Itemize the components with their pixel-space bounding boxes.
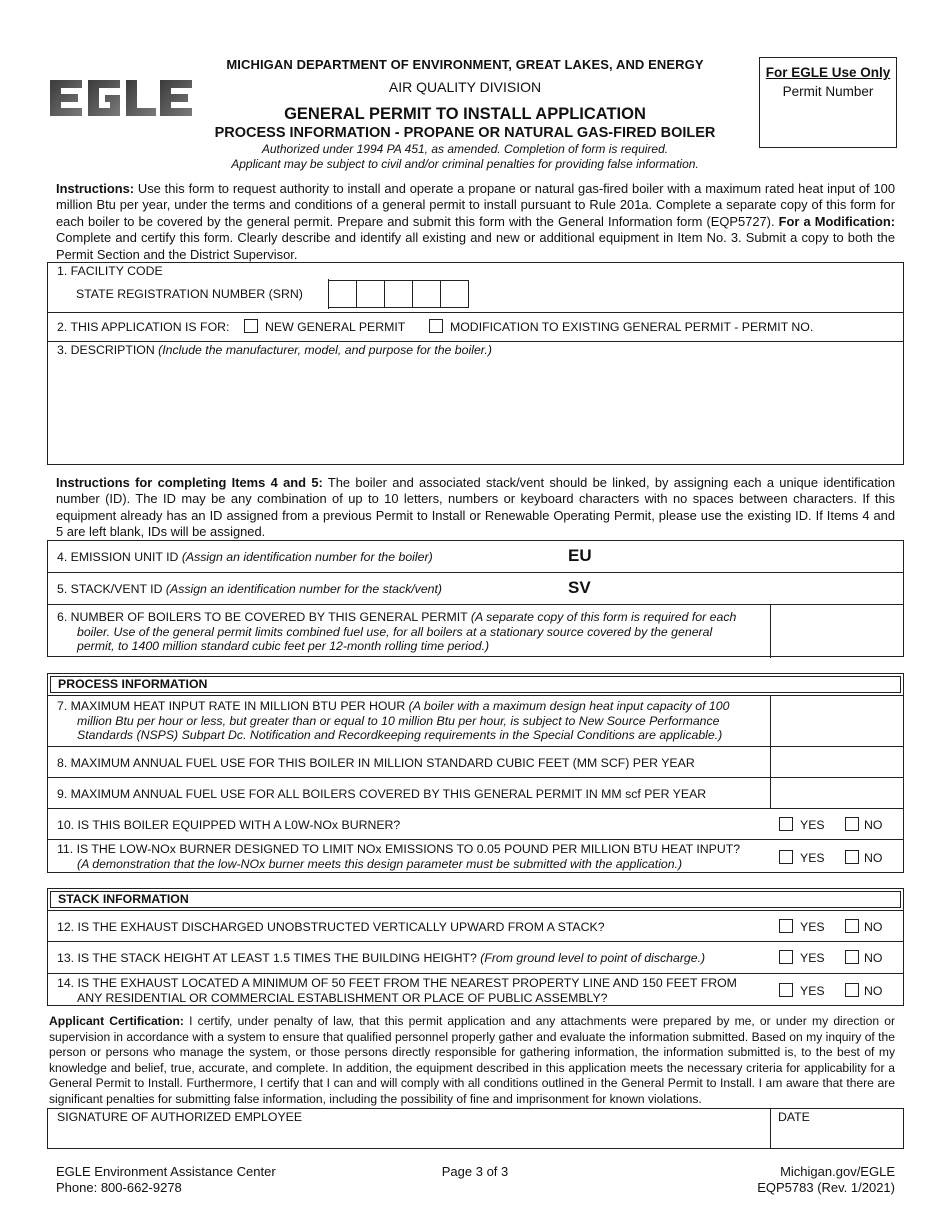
instructions-4-5-label: Instructions for completing Items 4 and 5: bbox=[56, 475, 323, 490]
stack-height-row bbox=[48, 942, 903, 974]
fuel-use-boiler-label: 8. MAXIMUM ANNUAL FUEL USE FOR THIS BOILER IN MILLION STANDARD CUBIC FEET (MM SCF) PER YEAR bbox=[57, 756, 695, 770]
low-nox-yes[interactable]: YES bbox=[779, 817, 825, 832]
heat-input-row bbox=[48, 695, 903, 747]
exhaust-distance-label: 14. IS THE EXHAUST LOCATED A MINIMUM OF 50 FEET FROM THE NEAREST PROPERTY LINE AND 150 FEET FROM ANY RESIDENTIAL OR COMMERCIAL ESTABLISHMENT OR PLACE OF PUBLIC ASSEMBLY? bbox=[57, 976, 737, 1005]
srn-char-box[interactable] bbox=[357, 280, 385, 308]
instructions-label: Instructions: bbox=[56, 181, 135, 196]
date-label: DATE bbox=[778, 1110, 810, 1124]
low-nox-row bbox=[48, 809, 903, 840]
facility-code-row bbox=[48, 263, 903, 313]
page-number: Page 3 of 3 bbox=[441, 1164, 509, 1179]
srn-char-box[interactable] bbox=[329, 280, 357, 308]
exhaust-distance-yes[interactable]: YES bbox=[779, 983, 825, 998]
signature-label: SIGNATURE OF AUTHORIZED EMPLOYEE bbox=[57, 1110, 303, 1124]
emission-unit-row[interactable] bbox=[48, 541, 903, 573]
number-of-boilers-row bbox=[48, 605, 903, 658]
division-name: AIR QUALITY DIVISION bbox=[388, 79, 542, 95]
date-field[interactable] bbox=[771, 1109, 903, 1148]
exhaust-distance-row bbox=[48, 974, 903, 1007]
nox-limit-label: 11. IS THE LOW-NOx BURNER DESIGNED TO LIMIT NOx EMISSIONS TO 0.05 POUND PER MILLION BTU HEAT INPUT? (A demonstration that the low-NOx burner meets this design parameter must be submitted with the application.) bbox=[57, 842, 741, 871]
applicant-certification bbox=[49, 1014, 895, 1107]
stack-height-no-checkbox[interactable] bbox=[845, 950, 859, 964]
egle-use-only-title: For EGLE Use Only bbox=[765, 65, 891, 80]
srn-char-box[interactable] bbox=[413, 280, 441, 308]
number-of-boilers-label: 6. NUMBER OF BOILERS TO BE COVERED BY THIS GENERAL PERMIT (A separate copy of this form is required for each boiler. Use of the general permit limits combined fuel use, for all boilers at a stationary source covered by the general permit, to 1400 million standard cubic feet per 12-month rolling time period.) bbox=[57, 610, 737, 653]
heat-input-label: 7. MAXIMUM HEAT INPUT RATE IN MILLION BTU PER HOUR (A boiler with a maximum design heat input capacity of 100 million Btu per hour or less, but greater than or equal to 10 million Btu per hour, is subject to New Source Performance Standards (NSPS) Subpart Dc. Notification and Recordkeeping requirements in the Special Conditions are applicable.) bbox=[57, 699, 730, 742]
low-nox-no-checkbox[interactable] bbox=[845, 817, 859, 831]
assistance-phone: Phone: 800-662-9278 bbox=[56, 1180, 182, 1195]
exhaust-upward-yes[interactable]: YES bbox=[779, 919, 825, 934]
nox-limit-row bbox=[48, 840, 903, 874]
penalty-note: Applicant may be subject to civil and/or criminal penalties for providing false information. bbox=[231, 157, 699, 171]
fuel-use-all-label: 9. MAXIMUM ANNUAL FUEL USE FOR ALL BOILERS COVERED BY THIS GENERAL PERMIT IN MM scf PER YEAR bbox=[57, 787, 707, 801]
modification-option[interactable] bbox=[429, 319, 813, 334]
nox-limit-no-checkbox[interactable] bbox=[845, 850, 859, 864]
exhaust-distance-no-checkbox[interactable] bbox=[845, 983, 859, 997]
process-info-box bbox=[47, 673, 904, 873]
signature-box bbox=[47, 1108, 904, 1149]
facility-code-label: 1. FACILITY CODE bbox=[57, 264, 163, 278]
stack-height-yes[interactable]: YES bbox=[779, 950, 825, 965]
number-of-boilers-input[interactable] bbox=[771, 605, 903, 658]
website: Michigan.gov/EGLE bbox=[780, 1164, 895, 1179]
new-permit-option[interactable] bbox=[244, 319, 405, 334]
stack-vent-label: 5. STACK/VENT ID (Assign an identification number for the stack/vent) bbox=[57, 582, 443, 596]
srn-input[interactable] bbox=[328, 279, 469, 309]
instructions-paragraph bbox=[56, 181, 895, 263]
fuel-use-all-row bbox=[48, 778, 903, 809]
fuel-use-all-input[interactable] bbox=[771, 778, 903, 808]
process-info-heading: PROCESS INFORMATION bbox=[50, 676, 901, 693]
emission-unit-label: 4. EMISSION UNIT ID (Assign an identification number for the boiler) bbox=[57, 550, 433, 564]
egle-logo bbox=[48, 76, 194, 120]
description-label: 3. DESCRIPTION (Include the manufacturer, model, and purpose for the boiler.) bbox=[57, 343, 492, 357]
agency-name: MICHIGAN DEPARTMENT OF ENVIRONMENT, GREAT LAKES, AND ENERGY bbox=[226, 57, 704, 72]
items-4-6-box bbox=[47, 540, 904, 657]
stack-vent-prefix: SV bbox=[568, 578, 591, 597]
certification-text: I certify, under penalty of law, that this permit application and any attachments were prepared by me, or under my direction or supervision in accordance with a system to ensure that qualified personnel properly gather and evaluate the information submitted. Based on my inquiry of the person or persons who manage the system, or those persons directly responsible for gathering information, the information submitted is, to the best of my knowledge and belief, true, accurate, and complete. In addition, the equipment described in this application meets the necessary criteria for applicability for a General Permit to Install. Furthermore, I certify that I can and will comply with all conditions outlined in the General Permit to Install. I am aware that there are significant penalties for submitting false information, including the possibility of fine and imprisonment for known violations. bbox=[49, 1014, 895, 1106]
stack-vent-row[interactable] bbox=[48, 573, 903, 605]
low-nox-label: 10. IS THIS BOILER EQUIPPED WITH A L0W-NOx BURNER? bbox=[57, 818, 401, 832]
fuel-use-boiler-row bbox=[48, 747, 903, 778]
instructions-text-2: Complete and certify this form. Clearly describe and identify all existing and new or additional equipment in Item No. 3. Submit a copy to both the Permit Section and the District Supervisor. bbox=[56, 230, 895, 262]
stack-height-yes-checkbox[interactable] bbox=[779, 950, 793, 964]
stack-info-box bbox=[47, 888, 904, 1006]
new-permit-label: NEW GENERAL PERMIT bbox=[265, 320, 406, 334]
nox-limit-no[interactable]: NO bbox=[845, 850, 882, 865]
new-permit-checkbox[interactable] bbox=[244, 319, 258, 333]
modification-label-text: MODIFICATION TO EXISTING GENERAL PERMIT - PERMIT NO. bbox=[450, 320, 814, 334]
heat-input-input[interactable] bbox=[771, 696, 903, 746]
modification-label: For a Modification: bbox=[778, 213, 895, 229]
srn-char-box[interactable] bbox=[441, 280, 469, 308]
egle-use-only-box bbox=[759, 57, 897, 148]
form-subtitle: PROCESS INFORMATION - PROPANE OR NATURAL GAS-FIRED BOILER bbox=[214, 125, 716, 141]
exhaust-distance-yes-checkbox[interactable] bbox=[779, 983, 793, 997]
instructions-text-1: Use this form to request authority to install and operate a propane or natural gas-fired boiler with a maximum rated heat input of 100 million Btu per year, under the terms and conditions of a general permit to install pursuant to Rule 201a. Complete a separate copy of this form for each boiler to be covered by the general permit. Prepare and submit this form with the General Information form (EQP5727). bbox=[56, 181, 895, 229]
low-nox-no[interactable]: NO bbox=[845, 817, 882, 832]
emission-unit-prefix: EU bbox=[568, 546, 592, 565]
authorization-note: Authorized under 1994 PA 451, as amended. Completion of form is required. bbox=[261, 142, 669, 156]
exhaust-upward-row bbox=[48, 910, 903, 942]
exhaust-upward-no-checkbox[interactable] bbox=[845, 919, 859, 933]
exhaust-distance-no[interactable]: NO bbox=[845, 983, 882, 998]
form-title: GENERAL PERMIT TO INSTALL APPLICATION bbox=[284, 105, 646, 123]
exhaust-upward-no[interactable]: NO bbox=[845, 919, 882, 934]
instructions-4-5-paragraph bbox=[56, 475, 895, 541]
items-1-3-box bbox=[47, 262, 904, 465]
low-nox-yes-checkbox[interactable] bbox=[779, 817, 793, 831]
stack-height-no[interactable]: NO bbox=[845, 950, 882, 965]
permit-number-label: Permit Number bbox=[782, 84, 874, 99]
footer-left bbox=[56, 1164, 276, 1196]
srn-char-box[interactable] bbox=[385, 280, 413, 308]
srn-label: STATE REGISTRATION NUMBER (SRN) bbox=[76, 287, 303, 301]
stack-height-label: 13. IS THE STACK HEIGHT AT LEAST 1.5 TIMES THE BUILDING HEIGHT? (From ground level to point of discharge.) bbox=[57, 951, 706, 965]
signature-field[interactable] bbox=[48, 1109, 770, 1148]
application-type-row bbox=[48, 313, 903, 342]
exhaust-upward-label: 12. IS THE EXHAUST DISCHARGED UNOBSTRUCTED VERTICALLY UPWARD FROM A STACK? bbox=[57, 920, 605, 934]
exhaust-upward-yes-checkbox[interactable] bbox=[779, 919, 793, 933]
instructions-4-5-text: The boiler and associated stack/vent should be linked, by assigning each a unique identification number (ID). The ID may be any combination of up to 10 letters, numbers or keyboard characters with no spaces between characters. If this equipment already has an ID assigned from a previous Permit to Install or Renewable Operating Permit, please use the existing ID. If Items 4 and 5 are left blank, IDs will be assigned. bbox=[56, 475, 895, 540]
stack-info-heading: STACK INFORMATION bbox=[50, 891, 901, 908]
footer-right bbox=[757, 1164, 895, 1196]
nox-limit-yes[interactable]: YES bbox=[779, 850, 825, 865]
form-id: EQP5783 (Rev. 1/2021) bbox=[757, 1180, 895, 1195]
certification-label: Applicant Certification: bbox=[49, 1014, 184, 1028]
fuel-use-boiler-input[interactable] bbox=[771, 747, 903, 777]
description-row[interactable] bbox=[48, 342, 903, 466]
application-type-label: 2. THIS APPLICATION IS FOR: bbox=[57, 320, 230, 334]
modification-checkbox[interactable] bbox=[429, 319, 443, 333]
assistance-center: EGLE Environment Assistance Center bbox=[56, 1164, 276, 1179]
nox-limit-yes-checkbox[interactable] bbox=[779, 850, 793, 864]
